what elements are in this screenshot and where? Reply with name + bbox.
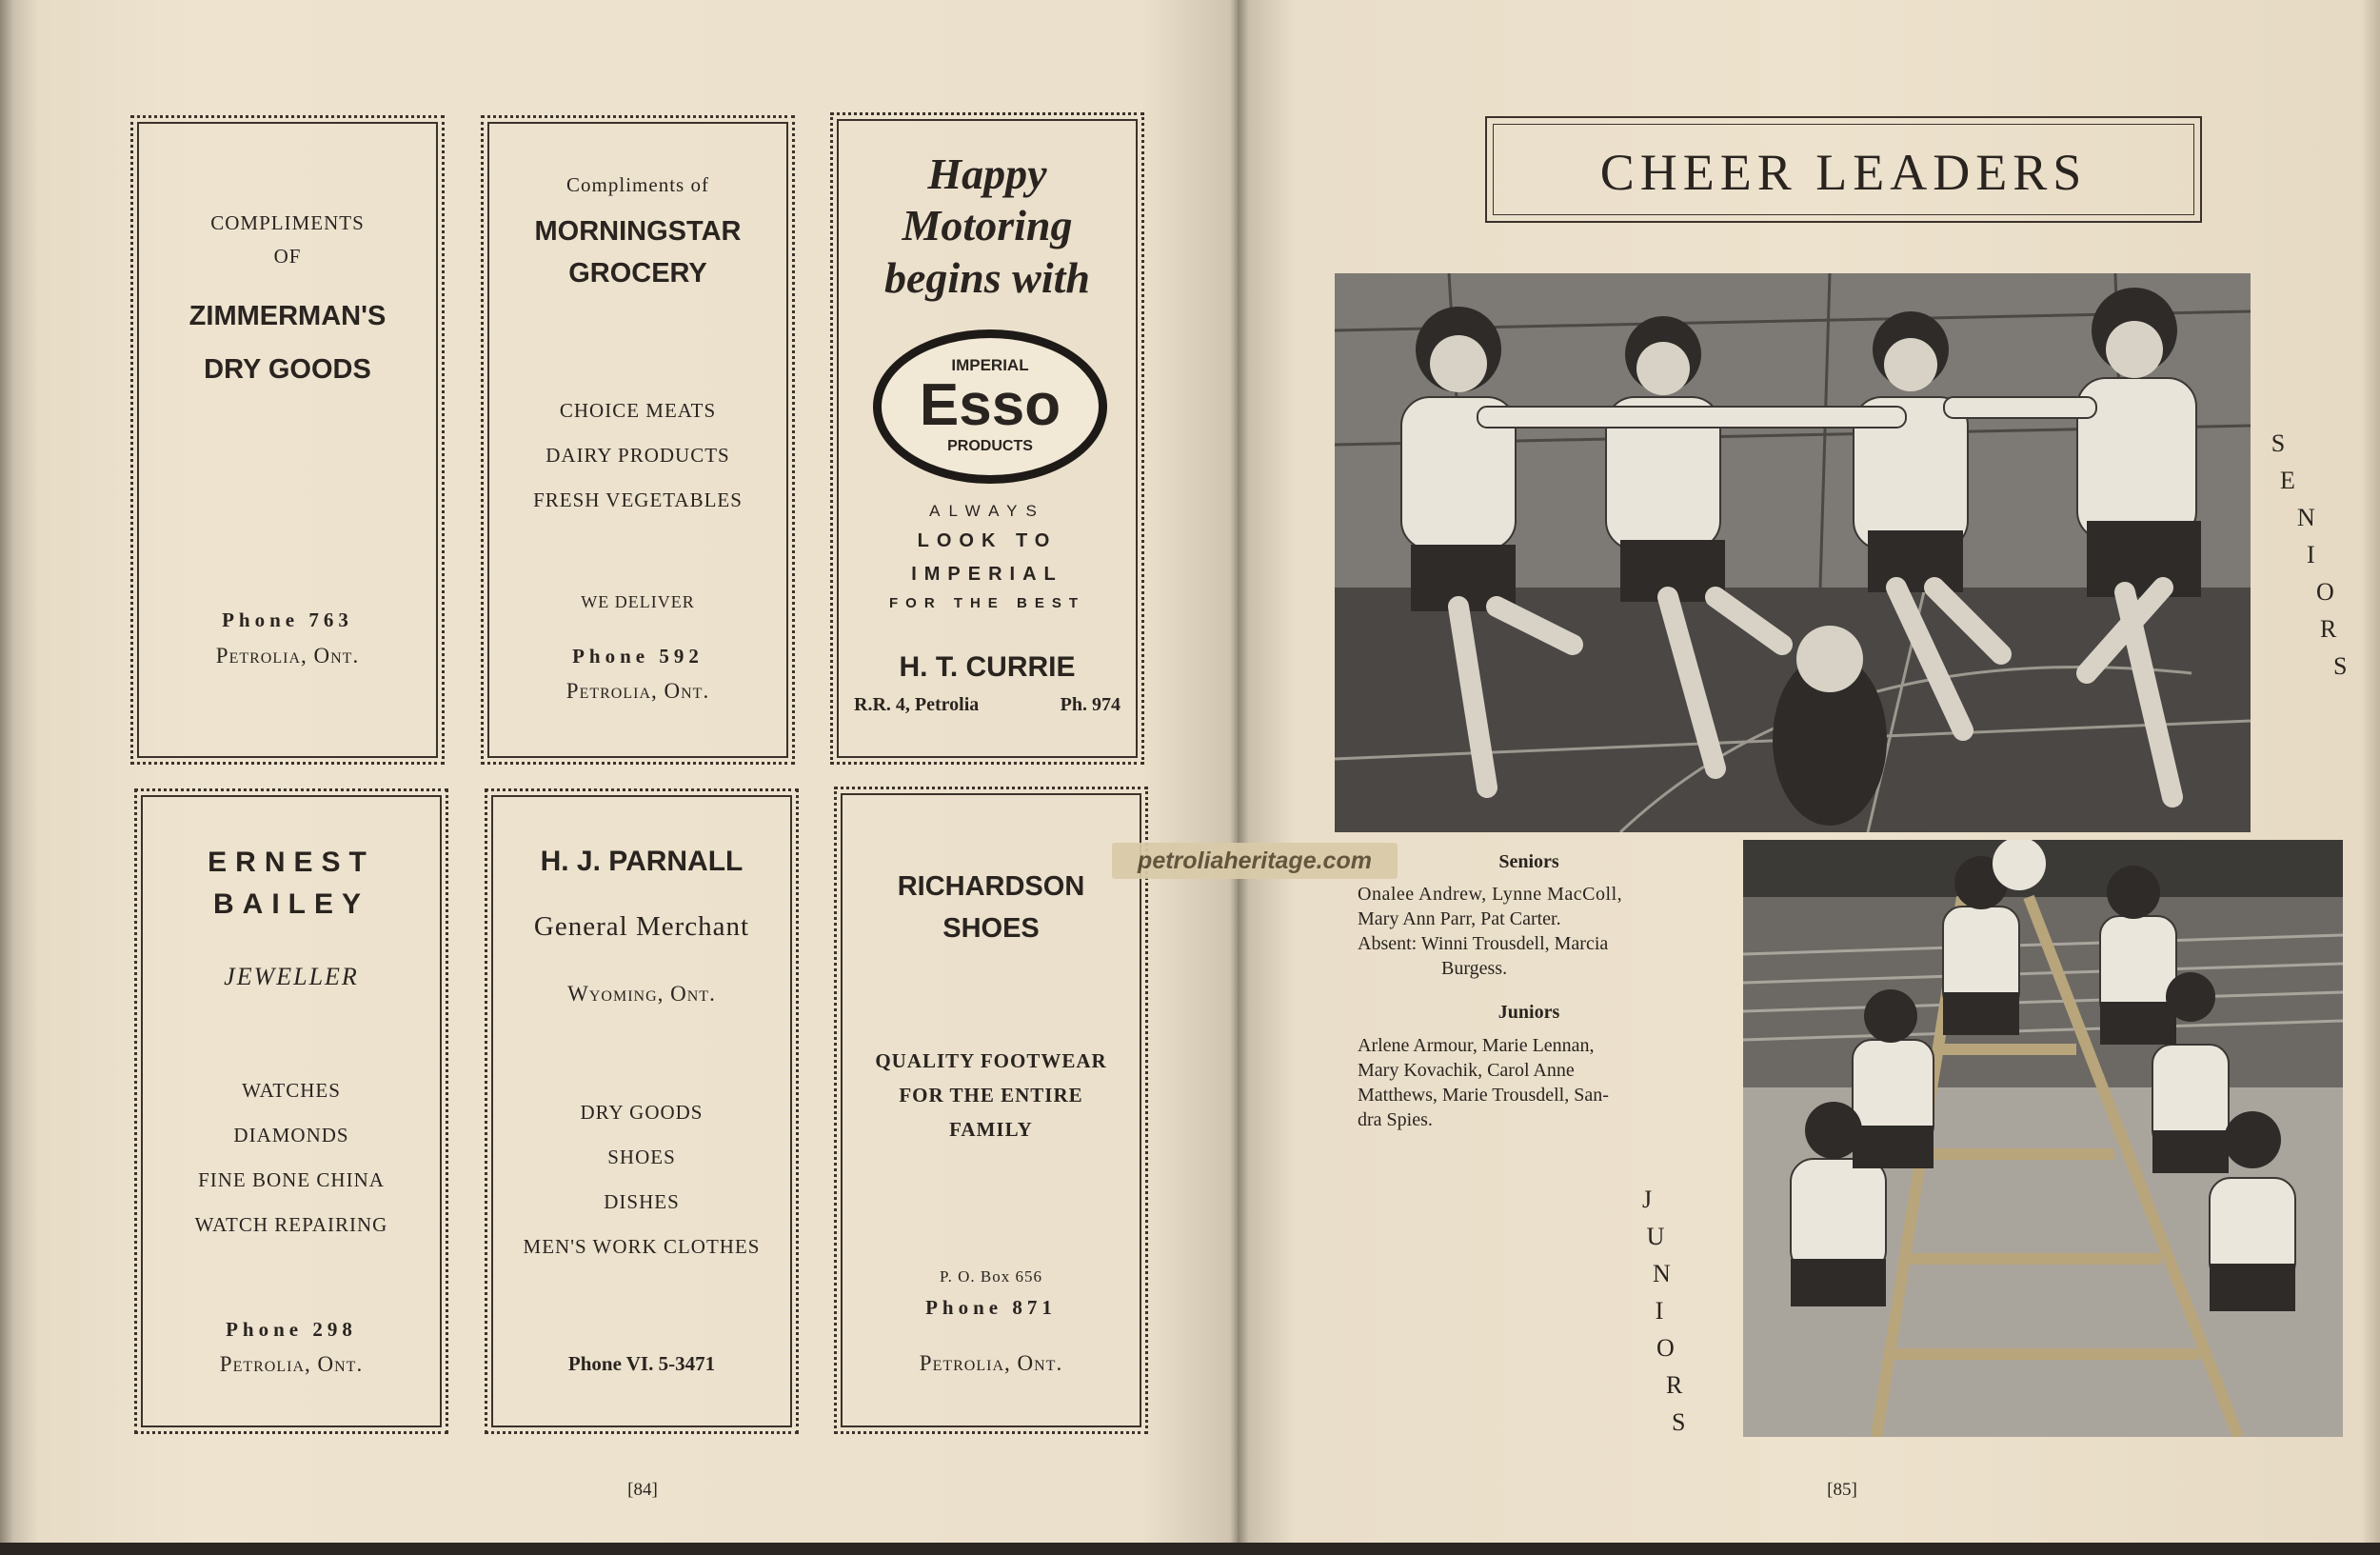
ad-richardson-name-2: SHOES (942, 913, 1040, 944)
ad-parnall (485, 788, 799, 1434)
seniors-photo-image (1335, 273, 2251, 832)
ad-currie-name: H. T. CURRIE (899, 651, 1076, 683)
ad-esso-tag-3: IMPERIAL (911, 564, 1063, 585)
ad-richardson-box: P. O. Box 656 (940, 1267, 1042, 1286)
juniors-names (1358, 1033, 1700, 1132)
ad-parnall-item: DRY GOODS (580, 1101, 704, 1124)
ad-parnall-phone: Phone VI. 5-3471 (567, 1352, 716, 1375)
side-letter: I (1655, 1297, 1664, 1325)
ad-esso-tag-2: LOOK TO (917, 530, 1058, 551)
ad-morningstar-item: DAIRY PRODUCTS (545, 444, 730, 467)
esso-logo-top: IMPERIAL (951, 356, 1029, 374)
ad-morningstar-phone: Phone 592 (572, 645, 704, 668)
page-number-right: [85] (1827, 1480, 1857, 1500)
caption-line: Matthews, Marie Trousdell, San- (1358, 1085, 1609, 1106)
ad-esso-slogan-1: Happy (927, 150, 1047, 198)
ad-esso-slogan-2: Motoring (902, 201, 1073, 249)
ad-bailey-item: WATCH REPAIRING (194, 1213, 388, 1236)
caption-line: Absent: Winni Trousdell, Marcia (1358, 933, 1609, 954)
ad-esso-slogan-3: begins with (883, 253, 1090, 302)
ad-bailey-item: WATCHES (242, 1079, 341, 1102)
ad-morningstar-item: CHOICE MEATS (559, 399, 717, 422)
ad-currie-phone: Ph. 974 (1060, 694, 1121, 715)
juniors-side-label: J U N I O R S (1628, 1181, 1666, 1441)
ad-bailey-phone: Phone 298 (226, 1318, 357, 1341)
seniors-photo (1335, 273, 2251, 832)
ad-morningstar-deliver: WE DELIVER (581, 592, 695, 611)
ad-bailey-place: Petrolia, Ont. (219, 1352, 364, 1376)
ad-zimmermans-of: OF (273, 245, 302, 268)
caption-line: dra Spies. (1358, 1109, 1433, 1130)
caption-line: Arlene Armour, Marie Lennan, (1358, 1035, 1595, 1056)
ad-bailey-trade: JEWELLER (224, 963, 359, 990)
caption-line: Burgess. (1441, 958, 1508, 979)
esso-logo-bottom: PRODUCTS (947, 438, 1033, 454)
page-title: CHEER LEADERS (1599, 144, 2088, 201)
ad-zimmermans-name-2: DRY GOODS (204, 354, 371, 385)
watermark-text: petroliaheritage.com (1138, 847, 1372, 874)
ad-richardson-phone: Phone 871 (925, 1296, 1057, 1319)
caption-line: Onalee Andrew, Lynne MacColl, (1358, 884, 1623, 905)
side-letter: S (2271, 429, 2286, 457)
ad-bailey-item: FINE BONE CHINA (198, 1168, 385, 1191)
ad-richardson-place: Petrolia, Ont. (919, 1351, 1063, 1375)
juniors-heading: Juniors (1497, 1002, 1560, 1023)
seniors-names (1358, 882, 1700, 981)
right-page (1238, 0, 2380, 1543)
ad-zimmermans-phone: Phone 763 (222, 608, 353, 631)
ad-currie-address: R.R. 4, Petrolia (854, 694, 980, 715)
ad-parnall-name: H. J. PARNALL (540, 846, 744, 877)
ad-bailey-name-2: BAILEY (212, 888, 369, 920)
ad-morningstar (481, 115, 795, 765)
ad-parnall-item: DISHES (604, 1190, 680, 1213)
caption-line: Mary Kovachik, Carol Anne (1358, 1060, 1575, 1081)
juniors-photo-image (1743, 840, 2343, 1437)
ad-morningstar-name: MORNINGSTAR (534, 216, 742, 247)
ad-esso-currie (830, 112, 1144, 765)
side-letter: E (2280, 467, 2295, 494)
page-number-left: [84] (627, 1480, 658, 1500)
ad-bailey-item: DIAMONDS (233, 1124, 349, 1146)
side-letter: U (1646, 1223, 1665, 1250)
seniors-side-label: S E N I O R S (2259, 425, 2297, 685)
ad-parnall-item: MEN'S WORK CLOTHES (523, 1235, 761, 1258)
ad-morningstar-name-2: GROCERY (568, 258, 707, 289)
title-frame (1485, 116, 2202, 223)
ad-morningstar-place: Petrolia, Ont. (565, 679, 710, 703)
ad-zimmermans-compliments: COMPLIMENTS (210, 211, 365, 234)
side-letter: O (1656, 1334, 1675, 1362)
ad-richardson-name: RICHARDSON (897, 871, 1085, 902)
ad-esso-tag-4: FOR THE BEST (888, 595, 1085, 611)
ad-zimmermans-place: Petrolia, Ont. (215, 644, 360, 668)
ad-zimmermans-name: ZIMMERMAN'S (188, 301, 387, 331)
ad-morningstar-compliments: Compliments of (566, 173, 709, 196)
ad-parnall-trade: General Merchant (533, 911, 750, 942)
esso-logo-main: Esso (919, 372, 1061, 438)
ad-richardson-tagline-1: QUALITY FOOTWEAR (875, 1049, 1107, 1072)
juniors-photo (1743, 840, 2343, 1437)
ad-bailey (134, 788, 448, 1434)
ad-parnall-item: SHOES (607, 1146, 676, 1168)
ad-parnall-place: Wyoming, Ont. (567, 982, 716, 1006)
ad-bailey-name: ERNEST (208, 847, 375, 878)
watermark (1112, 843, 1398, 879)
ad-morningstar-item: FRESH VEGETABLES (533, 488, 743, 511)
ad-esso-tag-1: ALWAYS (929, 502, 1045, 520)
ad-richardson (834, 787, 1148, 1434)
caption-line: Mary Ann Parr, Pat Carter. (1358, 908, 1561, 929)
side-letter: N (1653, 1260, 1671, 1287)
ad-richardson-tagline-2: FOR THE ENTIRE (899, 1084, 1083, 1106)
ad-richardson-tagline-3: FAMILY (949, 1118, 1033, 1141)
seniors-heading: Seniors (1498, 851, 1559, 872)
ad-zimmermans (130, 115, 445, 765)
esso-logo (873, 329, 1107, 484)
side-letter: J (1641, 1186, 1653, 1213)
